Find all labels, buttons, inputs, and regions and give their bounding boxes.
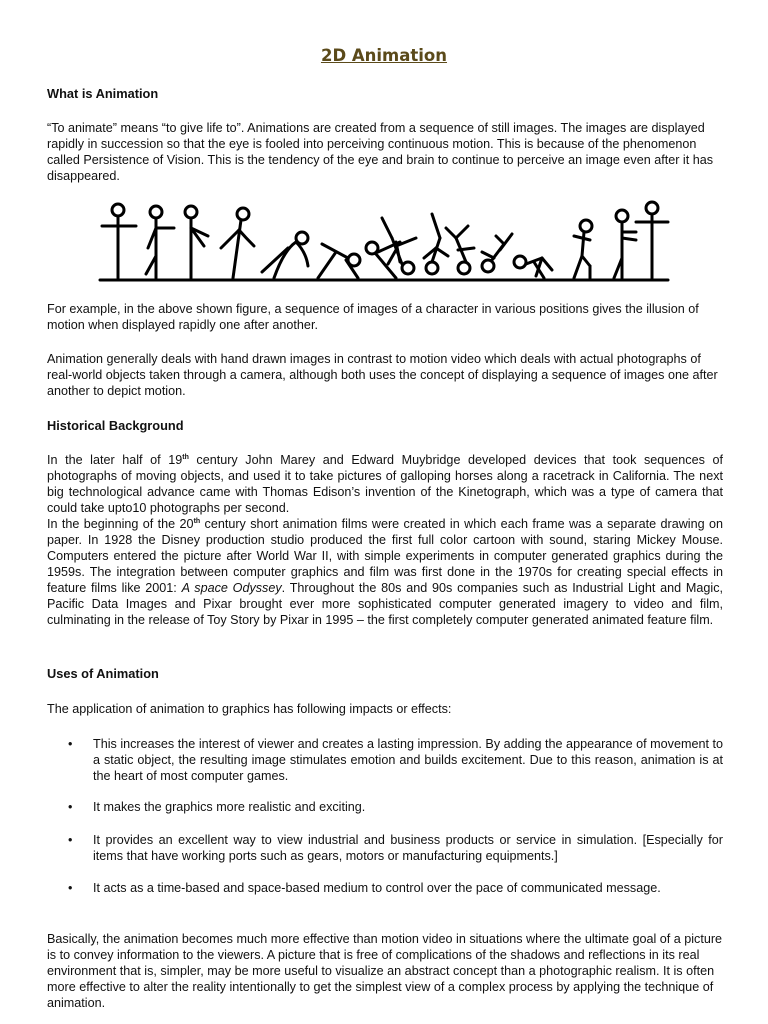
list-item-text: This increases the interest of viewer and creates a lasting impression. By adding the appearance of movement to a static object, the resulting image stimulates emotion and builds excitement. Due to this reason, animation is at the heart of most computer games. bbox=[93, 737, 723, 783]
list-item bbox=[47, 880, 723, 896]
stick-figure-frame bbox=[614, 210, 636, 278]
bullet-icon: • bbox=[68, 737, 73, 751]
stick-figure-frame bbox=[446, 226, 474, 274]
paragraph-definition: “To animate” means “to give life to”. Animations are created from a sequence of still images. The images are displayed rapidly in succession so that the eye is fooled into perceiving continuous motion. This is because of the phenomenon called Persistence of Vision. This is the tendency of the eye and brain to continue to perceive an image even after it has disappeared. bbox=[47, 121, 714, 183]
stick-figure-frame bbox=[482, 234, 512, 272]
stick-figure-frame bbox=[514, 256, 552, 278]
paragraph-history-20th-century: In the beginning of the 20th century short animation films were created in which each frame was a separate drawing on paper. In 1928 the Disney production studio produced the first full color cartoon with sound, staring Mickey Mouse. Computers entered the picture after World War II, with simple experiments in computer generated graphics during the 1959s. The integration between computer graphics and film was first done in the 1970s for creating special effects in feature films like 2001: A space Odyssey. Throughout the 80s and 90s companies such as Industrial Light and Magic, Pacific Data Images and Pixar brought ever more sophisticated computer generated imagery to video and film, culminating in the release of Toy Story by Pixar in 1995 – the first completely computer generated animated feature film. bbox=[47, 517, 724, 627]
list-item bbox=[47, 736, 723, 784]
list-item bbox=[47, 832, 723, 864]
paragraph-hand-drawn: Animation generally deals with hand drawn images in contrast to motion video which deals with actual photographs of real-world objects taken through a camera, although both uses the concept of displaying a sequence of images one after another to depict motion. bbox=[47, 352, 718, 398]
stick-figure-frame bbox=[221, 208, 254, 278]
list-item bbox=[47, 799, 723, 815]
bullet-icon: • bbox=[68, 881, 73, 895]
stick-figure-frame bbox=[318, 244, 360, 278]
paragraph-closing: Basically, the animation becomes much more effective than motion video in situations where the ultimate goal of a picture is to convey information to the viewers. A picture that is free of complications of the shadows and reflections in its real environment that is, simpler, may be more useful to visualize an abstract concept than a photographic realism. It is often more effective to alter the reality intentionally to get the simplest view of a complex process by applying the technique of animation. bbox=[47, 932, 723, 1010]
paragraph-uses-intro: The application of animation to graphics has following impacts or effects: bbox=[47, 702, 452, 716]
list-item-text: It makes the graphics more realistic and exciting. bbox=[93, 800, 366, 814]
stick-figure-frame bbox=[424, 214, 448, 274]
page-title: 2D Animation bbox=[320, 46, 448, 65]
heading-historical-background: Historical Background bbox=[47, 418, 184, 433]
heading-what-is-animation: What is Animation bbox=[47, 86, 159, 101]
stick-figure-frame bbox=[185, 206, 208, 278]
bullet-icon: • bbox=[68, 800, 73, 814]
stick-figure-frame bbox=[262, 232, 308, 278]
stick-figure-frame bbox=[574, 220, 592, 278]
stick-figure-frame bbox=[102, 204, 136, 278]
list-item-text: It provides an excellent way to view industrial and business products or service in simulation. [Especially for items that have working ports such as gears, motors or manufacturing equipments.] bbox=[93, 833, 723, 863]
stick-figure-frame bbox=[146, 206, 174, 278]
paragraph-history-19th-century: In the later half of 19th century John Marey and Edward Muybridge developed devices that took sequences of photographs of moving objects, and used it to take pictures of galloping horses along a racetrack in California. The next big technological advance came with Thomas Edison’s invention of the Kinetograph, which was a type of camera that could take upto10 photographs per second. bbox=[47, 453, 723, 515]
paragraph-figure-example: For example, in the above shown figure, a sequence of images of a character in various positions gives the illusion of motion when displayed rapidly one after another. bbox=[47, 302, 699, 332]
heading-uses-of-animation: Uses of Animation bbox=[47, 666, 159, 681]
bullet-icon: • bbox=[68, 833, 73, 847]
stick-figure-animation-sequence-icon bbox=[96, 198, 672, 288]
list-item-text: It acts as a time-based and space-based medium to control over the pace of communicated message. bbox=[93, 881, 661, 895]
stick-figure-frame bbox=[636, 202, 668, 278]
